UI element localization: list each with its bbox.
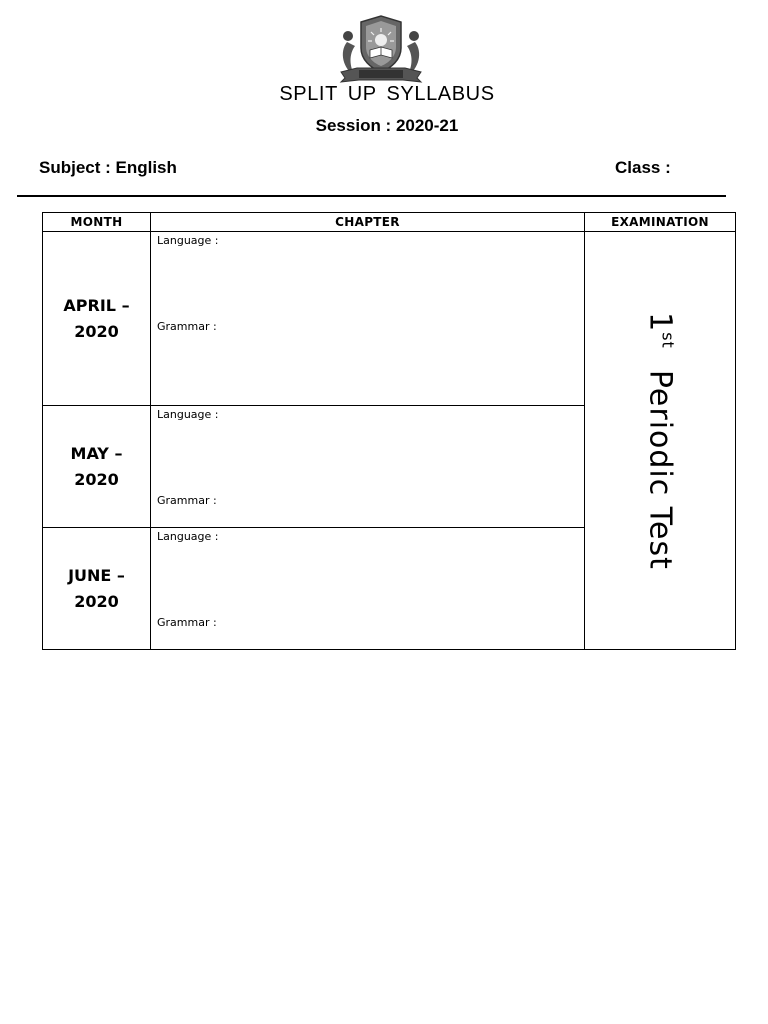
grammar-label: Grammar : — [157, 494, 217, 507]
language-label: Language : — [157, 408, 219, 421]
header-divider — [17, 195, 726, 197]
session-label: Session : 2020-21 — [315, 116, 459, 135]
page-title: SPLIT UP SYLLABUS — [279, 83, 495, 105]
month-name: MAY – — [70, 443, 123, 463]
month-name: APRIL – — [63, 295, 130, 315]
grammar-label: Grammar : — [157, 616, 217, 629]
examination-text — [643, 312, 678, 570]
month-year: 2020 — [74, 321, 119, 341]
column-header-examination: EXAMINATION — [585, 213, 736, 232]
class-label: Class : — [615, 158, 671, 177]
exam-number: 1 — [642, 311, 678, 332]
school-logo — [333, 14, 429, 84]
exam-suffix: st — [658, 331, 678, 349]
column-header-month: MONTH — [43, 213, 151, 232]
subject-label: Subject : English — [39, 158, 177, 177]
table-header-row — [43, 213, 736, 232]
month-cell — [43, 232, 151, 406]
month-year: 2020 — [74, 469, 119, 489]
language-label: Language : — [157, 234, 219, 247]
table-row — [43, 232, 736, 406]
column-header-chapter: CHAPTER — [151, 213, 585, 232]
chapter-cell — [151, 232, 585, 406]
month-name: JUNE – — [68, 565, 125, 585]
language-label: Language : — [157, 530, 219, 543]
syllabus-table — [42, 212, 736, 650]
grammar-label: Grammar : — [157, 320, 217, 333]
exam-name: Periodic Test — [642, 369, 678, 570]
month-year: 2020 — [74, 591, 119, 611]
chapter-cell — [151, 406, 585, 528]
chapter-cell — [151, 528, 585, 650]
month-cell — [43, 528, 151, 650]
month-cell — [43, 406, 151, 528]
examination-cell — [585, 232, 736, 650]
